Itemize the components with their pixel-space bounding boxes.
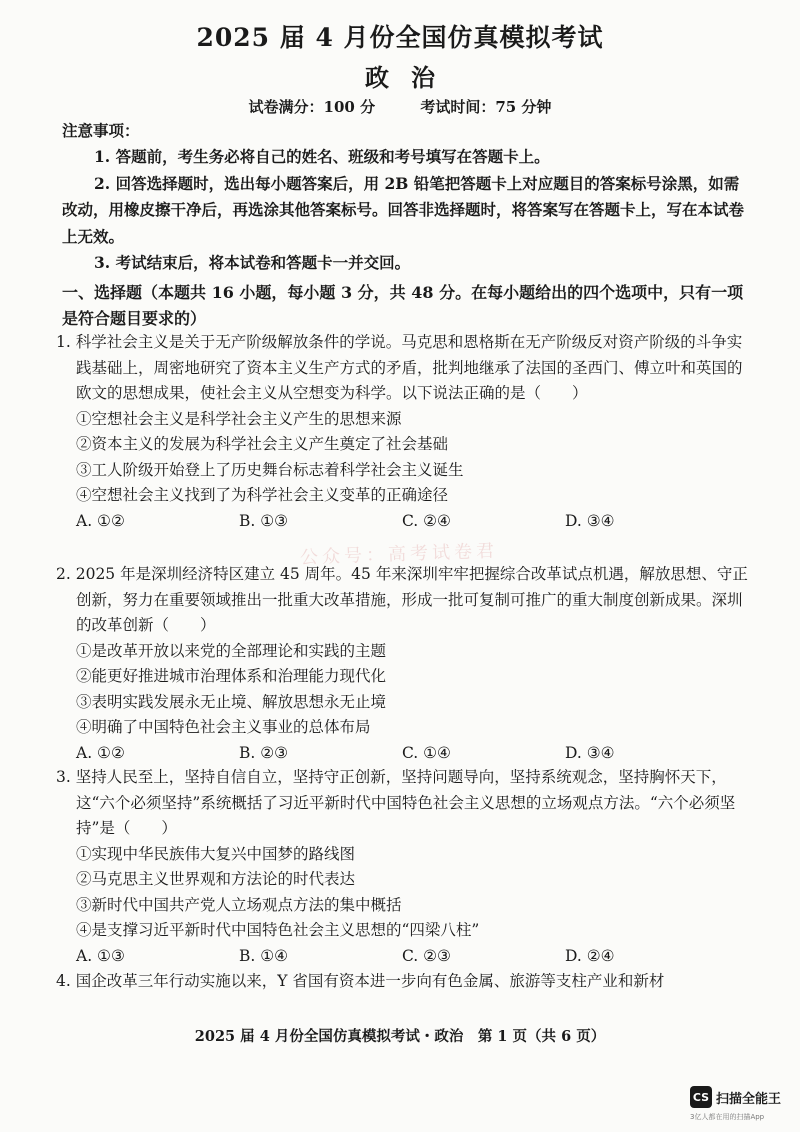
camscanner-icon: CS xyxy=(690,1086,712,1108)
question-option: ④空想社会主义找到了为科学社会主义变革的正确途径 xyxy=(76,486,449,504)
scanner-name: 扫描全能王 xyxy=(716,1091,782,1107)
notice-list xyxy=(62,144,752,277)
question-option: ①实现中华民族伟大复兴中国梦的路线图 xyxy=(76,844,356,863)
choice-c: C. ②③ xyxy=(402,946,451,965)
page-footer: 2025 届 4 月份全国仿真模拟考试・政治 第 1 页（共 6 页） xyxy=(194,1028,606,1045)
question-4 xyxy=(56,969,756,995)
choice-a: A. ①② xyxy=(76,743,125,762)
choice-b: B. ②③ xyxy=(239,743,289,762)
answer-choices xyxy=(56,944,756,970)
question-option: ②能更好推进城市治理体系和治理能力现代化 xyxy=(76,667,387,685)
question-stem: 3. 坚持人民至上，坚持自信自立，坚持守正创新，坚持问题导向，坚持系统观念，坚持胸怀天下，这“六个必须坚持”系统概括了习近平新时代中国特色社会主义思想的立场观点方法。“六个必须坚持”是（ ） xyxy=(56,768,736,837)
question-3 xyxy=(56,765,756,969)
exam-title: 2025 届 4 月份全国仿真模拟考试 xyxy=(196,23,604,52)
choice-d: D. ②④ xyxy=(565,946,615,965)
question-option: ③新时代中国共产党人立场观点方法的集中概括 xyxy=(76,895,402,914)
question-option: ③工人阶级开始登上了历史舞台标志着科学社会主义诞生 xyxy=(76,460,464,479)
choice-b: B. ①④ xyxy=(239,946,289,965)
subject-title: 政治 xyxy=(365,63,457,92)
notice-item: 1. 答题前，考生务必将自己的姓名、班级和考号填写在答题卡上。 xyxy=(94,147,550,166)
choice-b: B. ①③ xyxy=(239,511,289,530)
question-option: ③表明实践发展永无止境、解放思想永无止境 xyxy=(76,692,387,711)
scanner-tagline: 3亿人都在用的扫描App xyxy=(690,1113,765,1121)
notice-item: 2. 回答选择题时，选出每小题答案后，用 2B 铅笔把答题卡上对应题目的答案标号涂黑，如需改动，用橡皮擦干净后，再选涂其他答案标号。回答非选择题时，将答案写在答题卡上，写在本试卷上无效。 xyxy=(62,173,745,246)
question-stem: 4. 国企改革三年行动实施以来，Y 省国有资本进一步向有色金属、旅游等支柱产业和新材 xyxy=(56,972,665,990)
full-score: 试卷满分：100 分 xyxy=(248,98,376,116)
section-heading: 一、选择题（本题共 16 小题，每小题 3 分，共 48 分。在每小题给出的四个选项中，只有一项是符合题目要求的） xyxy=(62,283,744,328)
answer-choices xyxy=(56,509,756,535)
question-1 xyxy=(56,330,756,534)
question-stem: 2. 2025 年是深圳经济特区建立 45 周年。45 年来深圳牢牢把握综合改革试点机遇，解放思想、守正创新，努力在重要领域推出一批重大改革措施，形成一批可复制可推广的重大制度创新成果。深圳的改革创新（ ） xyxy=(56,565,748,634)
choice-a: A. ①③ xyxy=(76,946,125,965)
exam-time: 考试时间：75 分钟 xyxy=(420,98,552,116)
question-stem: 1. 科学社会主义是关于无产阶级解放条件的学说。马克思和恩格斯在无产阶级反对资产阶级的斗争实践基础上，周密地研究了资本主义生产方式的矛盾，批判地继承了法国的圣西门、傅立叶和英国的欧文的思想成果，使社会主义从空想变为科学。以下说法正确的是（ ） xyxy=(56,333,743,402)
exam-meta xyxy=(0,96,800,117)
question-option: ④明确了中国特色社会主义事业的总体布局 xyxy=(76,718,371,736)
question-2 xyxy=(56,562,756,766)
notice-heading: 注意事项： xyxy=(62,121,140,140)
choice-a: A. ①② xyxy=(76,511,125,530)
question-option: ④是支撑习近平新时代中国特色社会主义思想的“四梁八柱” xyxy=(76,921,480,939)
choice-d: D. ③④ xyxy=(565,743,615,762)
question-option: ②资本主义的发展为科学社会主义产生奠定了社会基础 xyxy=(76,435,449,453)
choice-d: D. ③④ xyxy=(565,511,615,530)
watermark: 公众号：高考试卷君 xyxy=(299,540,499,569)
question-option: ①空想社会主义是科学社会主义产生的思想来源 xyxy=(76,409,402,428)
question-option: ②马克思主义世界观和方法论的时代表达 xyxy=(76,870,356,888)
scanner-badge xyxy=(690,1086,781,1108)
notice-item: 3. 考试结束后，将本试卷和答题卡一并交回。 xyxy=(94,253,411,272)
answer-choices xyxy=(56,741,756,767)
choice-c: C. ②④ xyxy=(402,511,451,530)
question-option: ①是改革开放以来党的全部理论和实践的主题 xyxy=(76,641,387,660)
choice-c: C. ①④ xyxy=(402,743,451,762)
